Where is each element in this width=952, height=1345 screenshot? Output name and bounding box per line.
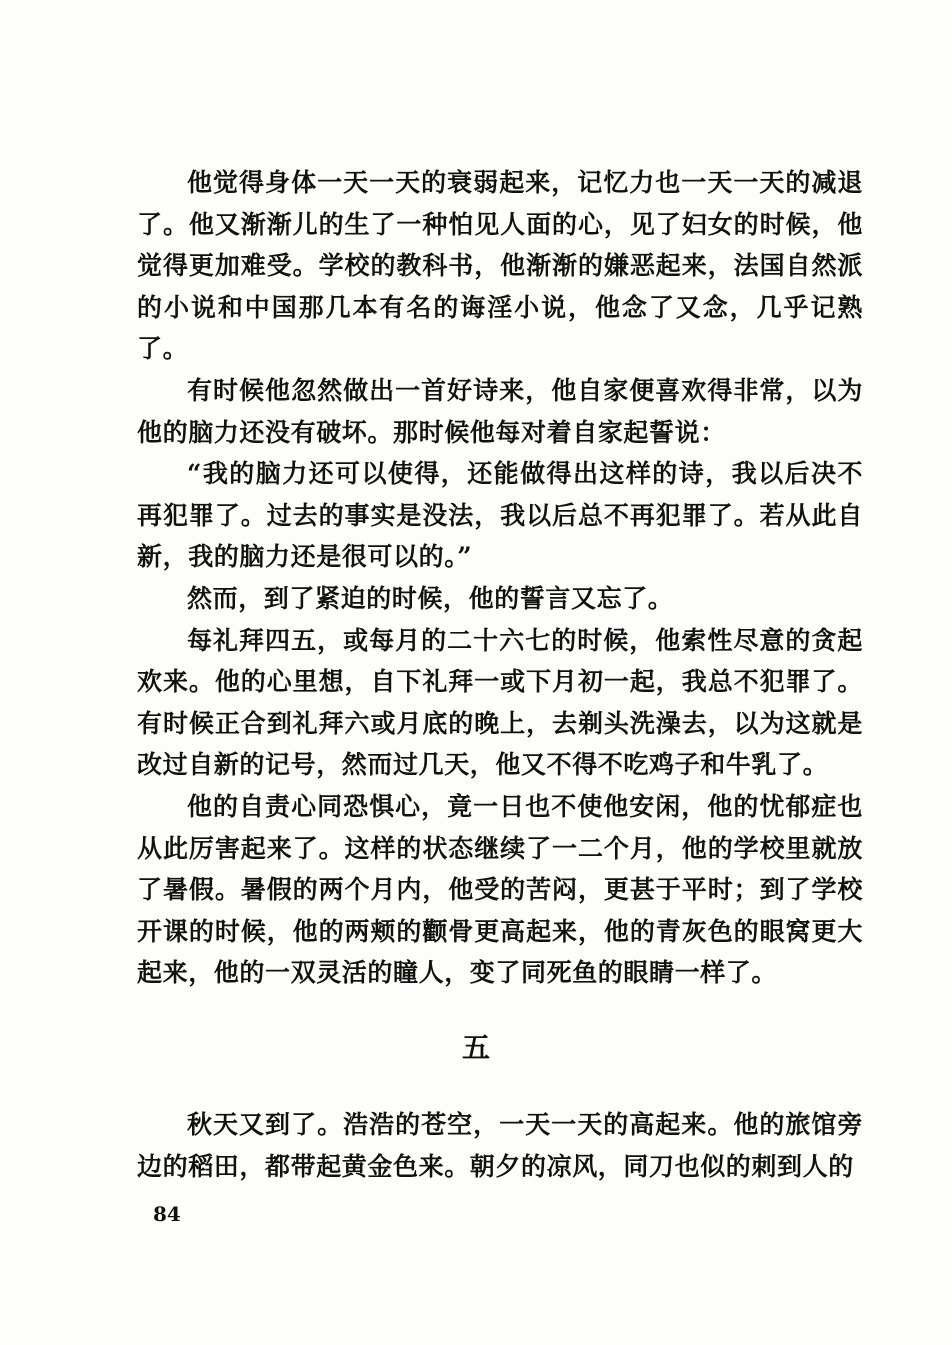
paragraph: 秋天又到了。浩浩的苍空，一天一天的高起来。他的旅馆旁边的稻田，都带起黄金色来。朝夕的凉风，同刀也似的刺到人的 <box>137 1110 863 1181</box>
body-text-lower <box>137 1104 863 1187</box>
paragraph: 每礼拜四五，或每月的二十六七的时候，他索性尽意的贪起欢来。他的心里想，自下礼拜一或下月初一起，我总不犯罪了。有时候正合到礼拜六或月底的晚上，去剃头洗澡去，以为这就是改过自新的记号，然而过几天，他又不得不吃鸡子和牛乳了。 <box>137 625 863 780</box>
paragraph: 他觉得身体一天一天的衰弱起来，记忆力也一天一天的减退了。他又渐渐儿的生了一种怕见人面的心，见了妇女的时候，他觉得更加难受。学校的教科书，他渐渐的嫌恶起来，法国自然派的小说和中国那几本有名的诲淫小说，他念了又念，几乎记熟了。 <box>137 168 863 364</box>
paragraph: 然而，到了紧迫的时候，他的誓言又忘了。 <box>187 583 674 613</box>
paragraph: “我的脑力还可以使得，还能做得出这样的诗，我以后决不再犯罪了。过去的事实是没法，我以后总不再犯罪了。若从此自新，我的脑力还是很可以的。” <box>137 459 863 572</box>
section-heading: 五 <box>461 1031 490 1064</box>
body-text-upper <box>137 162 863 994</box>
paragraph: 他的自责心同恐惧心，竟一日也不使他安闲，他的忧郁症也从此厉害起来了。这样的状态继续了一二个月，他的学校里就放了暑假。暑假的两个月内，他受的苦闷，更甚于平时；到了学校开课的时候，他的两颊的颧骨更高起来，他的青灰色的眼窝更大起来，他的一双灵活的瞳人，变了同死鱼的眼睛一样了。 <box>137 791 863 988</box>
paragraph: 有时候他忽然做出一首好诗来，他自家便喜欢得非常，以为他的脑力还没有破坏。那时候他每对着自家起誓说： <box>137 375 863 447</box>
page-number: 84 <box>153 1202 181 1226</box>
